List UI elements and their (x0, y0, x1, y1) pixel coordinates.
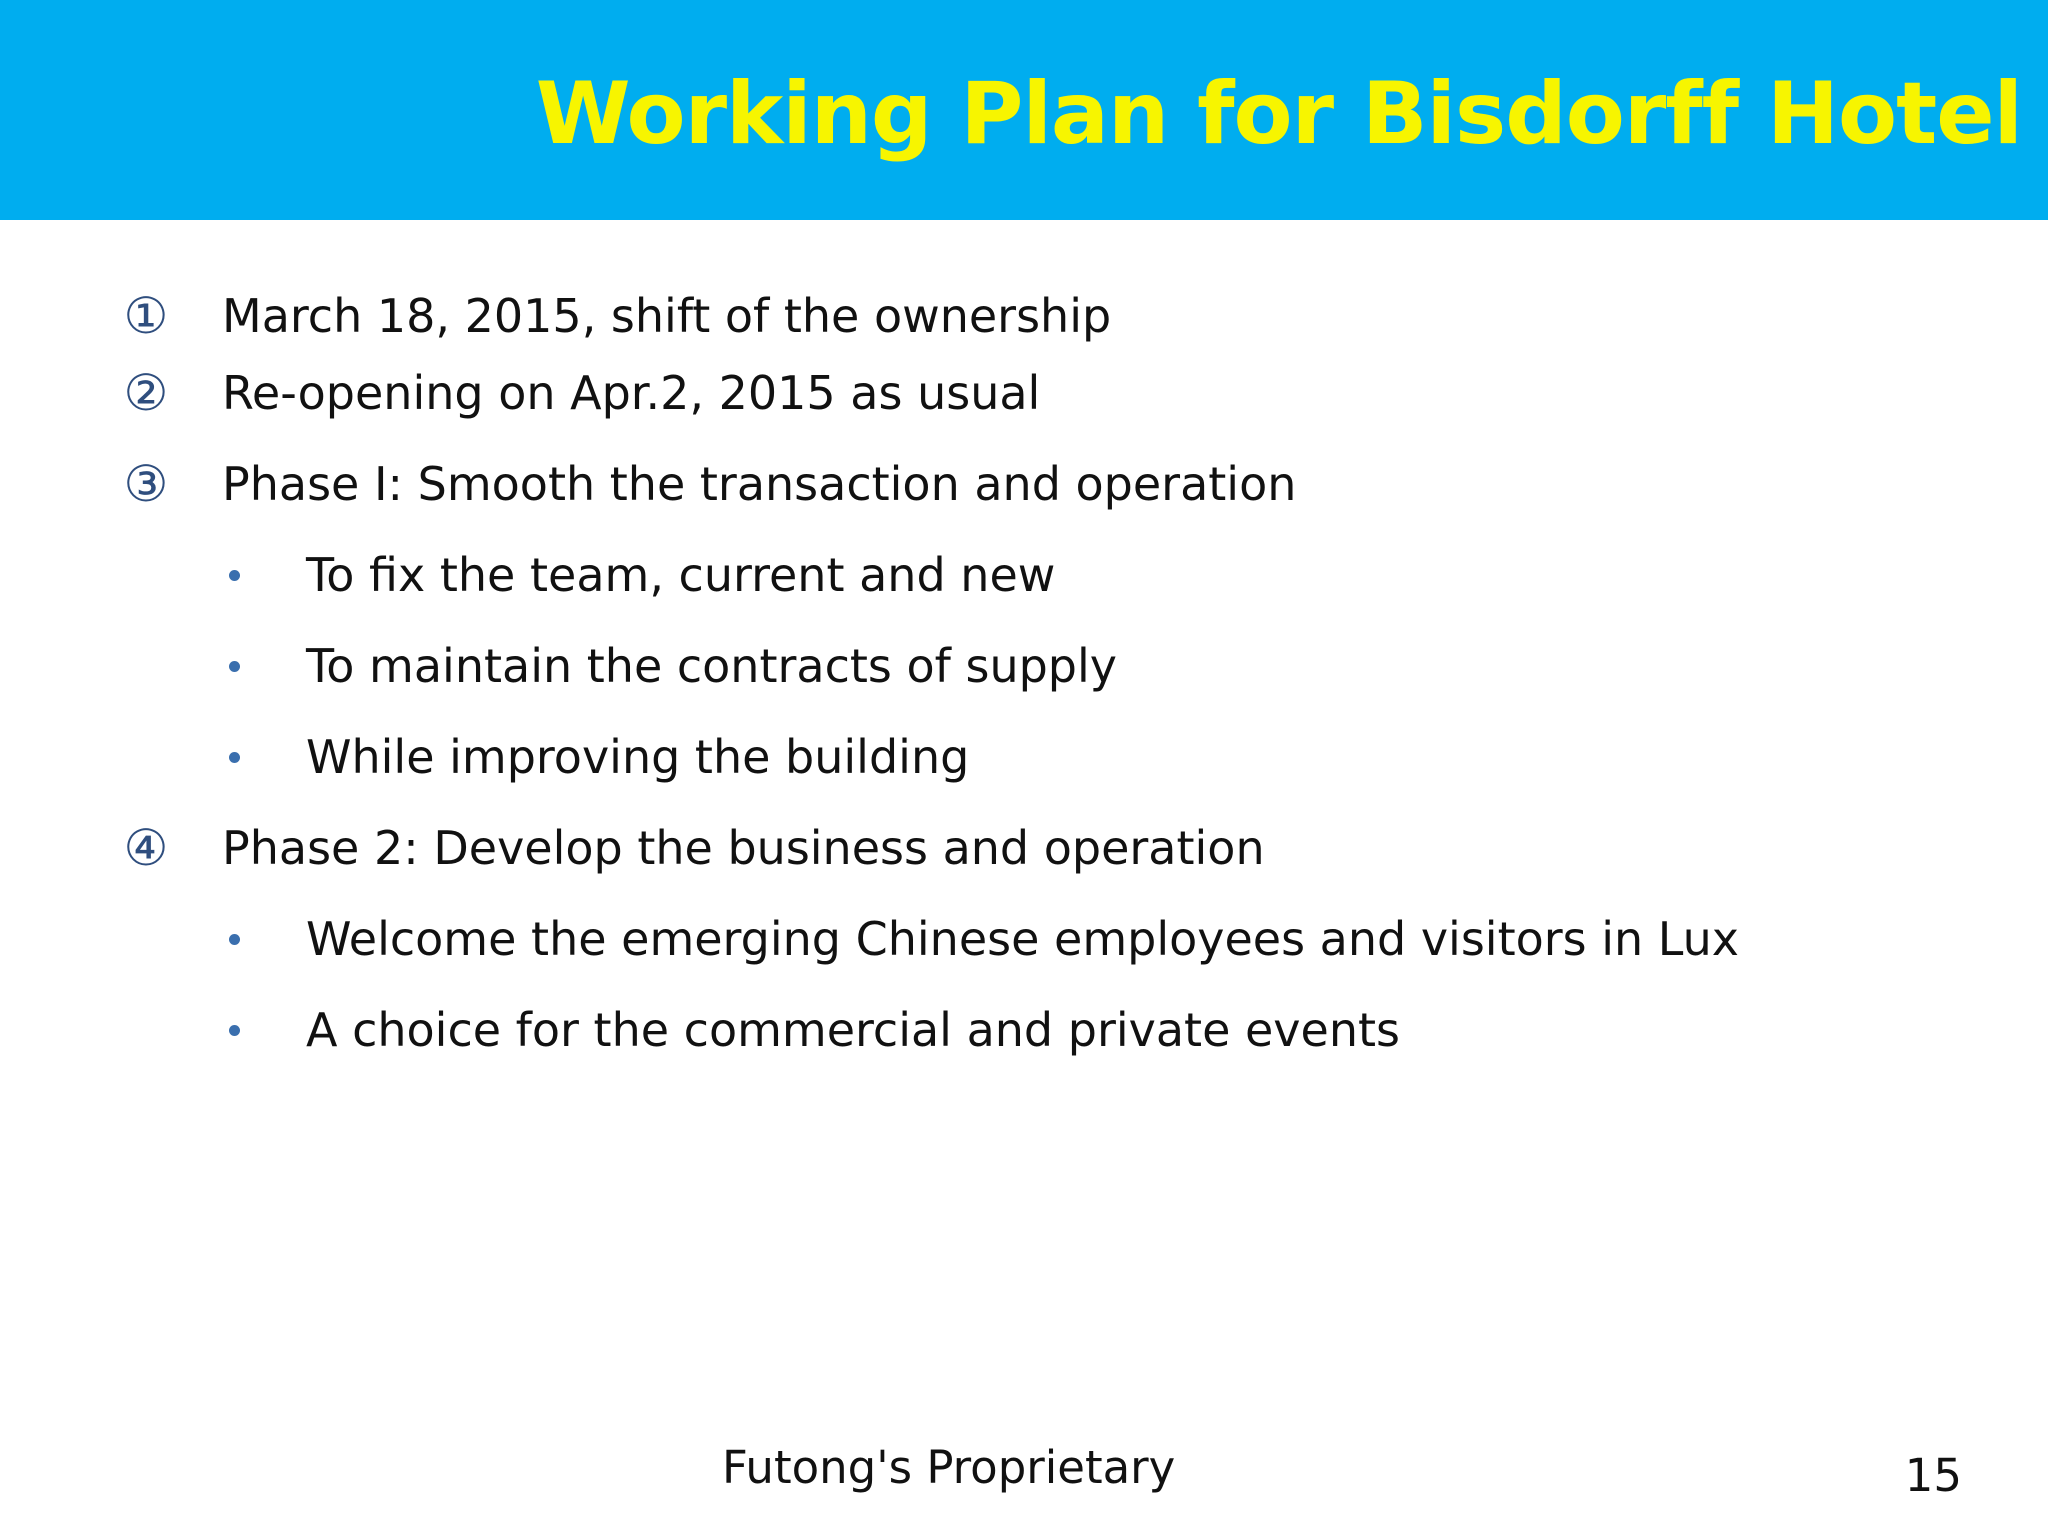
list-item-1 (0, 283, 1111, 349)
number-marker-1: ① (123, 287, 169, 345)
number-marker-4: ④ (123, 819, 169, 877)
sub-bullet-text-2: To maintain the contracts of supply (306, 639, 1117, 693)
sub-bullet-2 (0, 633, 1117, 699)
bullet-icon (224, 934, 244, 945)
sub-bullet-4 (0, 906, 1739, 972)
list-item-3 (0, 451, 1296, 517)
page-number: 15 (1904, 1449, 1962, 1502)
sub-bullet-3 (0, 724, 969, 790)
slide-title: Working Plan for Bisdorff Hotel (535, 64, 2022, 164)
sub-bullet-1 (0, 542, 1055, 608)
list-item-4 (0, 815, 1265, 881)
sub-bullet-text-1: To fix the team, current and new (306, 548, 1056, 602)
sub-bullet-5 (0, 997, 1400, 1063)
list-item-text-4: Phase 2: Develop the business and operation (222, 821, 1265, 875)
bullet-icon (224, 1025, 244, 1036)
list-item-2 (0, 360, 1040, 426)
number-marker-2: ② (123, 364, 169, 422)
bullet-icon (224, 752, 244, 763)
sub-bullet-text-4: Welcome the emerging Chinese employees and visitors in Lux (306, 912, 1740, 966)
list-item-text-2: Re-opening on Apr.2, 2015 as usual (222, 366, 1041, 420)
number-marker-3: ③ (123, 455, 169, 513)
footer-text: Futong's Proprietary (722, 1441, 1176, 1494)
sub-bullet-text-3: While improving the building (306, 730, 970, 784)
list-item-text-1: March 18, 2015, shift of the ownership (222, 289, 1112, 343)
sub-bullet-text-5: A choice for the commercial and private events (306, 1003, 1400, 1057)
bullet-icon (224, 570, 244, 581)
list-item-text-3: Phase I: Smooth the transaction and operation (222, 457, 1297, 511)
bullet-icon (224, 661, 244, 672)
